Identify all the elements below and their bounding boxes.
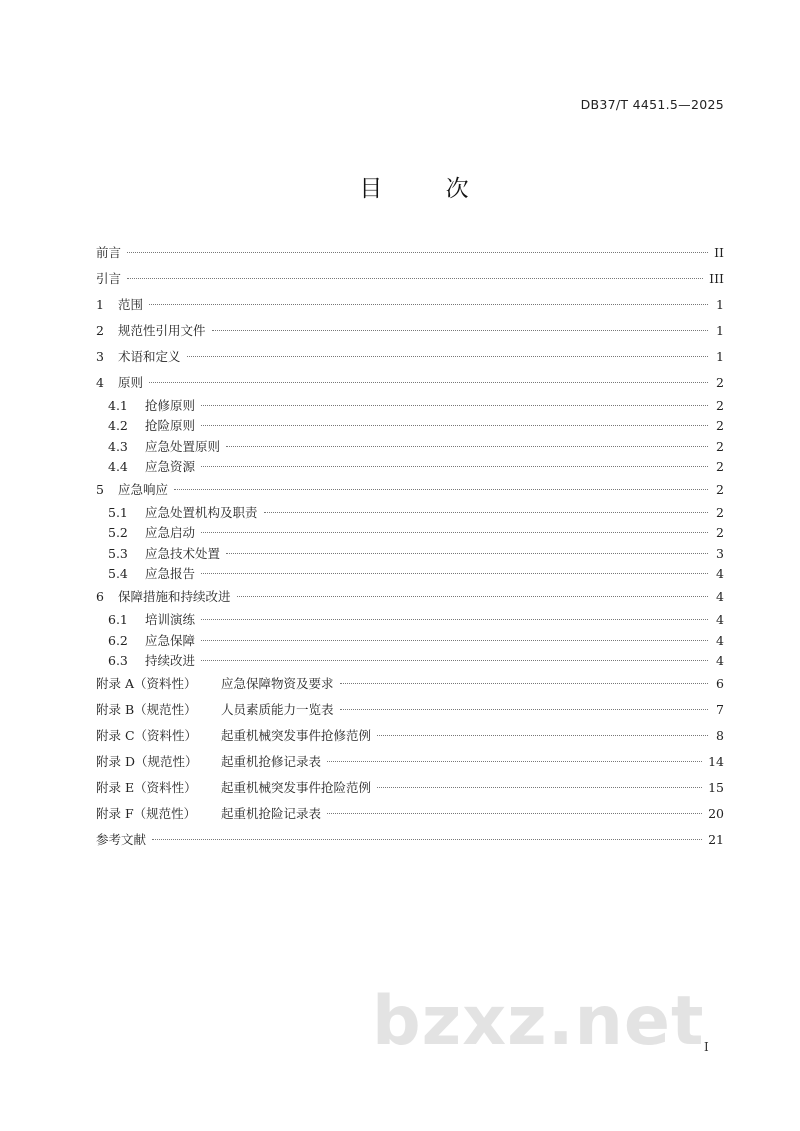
toc-entry-label: 应急保障物资及要求 bbox=[221, 676, 334, 692]
toc-entry-label: 应急处置原则 bbox=[145, 438, 221, 454]
toc-entry-label: 应急报告 bbox=[145, 566, 196, 582]
toc-entry[interactable] bbox=[96, 240, 724, 266]
table-of-contents bbox=[96, 240, 724, 853]
toc-entry-label: 范围 bbox=[118, 297, 144, 312]
toc-entry-number: 3 bbox=[96, 349, 104, 364]
toc-entry-label: 术语和定义 bbox=[118, 349, 181, 364]
toc-leader-dots bbox=[201, 573, 708, 574]
toc-entry-page: 14 bbox=[708, 754, 724, 770]
toc-leader-dots bbox=[127, 252, 708, 253]
toc-leader-dots bbox=[201, 640, 708, 641]
standard-code: DB37/T 4451.5—2025 bbox=[580, 97, 724, 112]
toc-entry-number: 6.1 bbox=[108, 612, 128, 628]
toc-entry[interactable] bbox=[96, 396, 724, 416]
toc-entry[interactable] bbox=[96, 610, 724, 630]
toc-leader-dots bbox=[377, 735, 708, 736]
toc-entry-page: 21 bbox=[708, 832, 724, 848]
toc-entry-label: 应急响应 bbox=[118, 482, 169, 498]
toc-entry-page: 4 bbox=[716, 652, 724, 668]
toc-entry-number: 4.4 bbox=[108, 458, 128, 474]
toc-entry-page: 4 bbox=[716, 589, 724, 605]
toc-entry-label: 保障措施和持续改进 bbox=[118, 589, 231, 605]
toc-leader-dots bbox=[201, 405, 708, 406]
toc-entry-label: 培训演练 bbox=[145, 612, 196, 628]
toc-entry-page: 2 bbox=[716, 458, 724, 474]
toc-entry[interactable] bbox=[96, 584, 724, 610]
toc-entry-number: 附录 F（规范性） bbox=[96, 806, 197, 822]
toc-entry-page: 3 bbox=[716, 545, 724, 561]
page-number: I bbox=[704, 1040, 709, 1054]
toc-entry[interactable] bbox=[96, 503, 724, 523]
toc-entry-number: 附录 A（资料性） bbox=[96, 676, 197, 692]
page-title: 目 次 bbox=[359, 176, 497, 202]
toc-entry-number: 6.3 bbox=[108, 652, 128, 668]
toc-entry-page: 2 bbox=[716, 438, 724, 454]
toc-entry-label: 应急技术处置 bbox=[145, 545, 221, 561]
toc-entry-page: 2 bbox=[716, 418, 724, 434]
toc-entry[interactable] bbox=[96, 344, 724, 370]
toc-entry-label: 引言 bbox=[96, 271, 122, 286]
toc-entry-page: 2 bbox=[716, 398, 724, 413]
toc-entry-label: 应急资源 bbox=[145, 458, 196, 474]
toc-entry-label: 人员素质能力一览表 bbox=[221, 702, 334, 718]
toc-leader-dots bbox=[201, 660, 708, 661]
toc-entry-label: 起重机抢险记录表 bbox=[221, 806, 322, 822]
toc-entry[interactable] bbox=[96, 631, 724, 651]
toc-entry-label: 抢修原则 bbox=[145, 398, 196, 413]
toc-entry-number: 6 bbox=[96, 589, 104, 605]
toc-entry-number: 4.2 bbox=[108, 418, 128, 434]
toc-entry-label: 抢险原则 bbox=[145, 418, 196, 434]
toc-entry-number: 附录 E（资料性） bbox=[96, 780, 197, 796]
toc-leader-dots bbox=[149, 382, 708, 383]
toc-entry[interactable] bbox=[96, 370, 724, 396]
toc-leader-dots bbox=[237, 596, 708, 597]
toc-entry-number: 附录 B（规范性） bbox=[96, 702, 197, 718]
toc-entry-label: 起重机抢修记录表 bbox=[221, 754, 322, 770]
toc-entry[interactable] bbox=[96, 523, 724, 543]
toc-entry[interactable] bbox=[96, 651, 724, 671]
toc-entry-page: 7 bbox=[716, 702, 724, 718]
toc-entry-number: 5.1 bbox=[108, 505, 128, 521]
toc-entry-number: 5.3 bbox=[108, 545, 128, 561]
toc-leader-dots bbox=[212, 330, 708, 331]
toc-leader-dots bbox=[187, 356, 708, 357]
toc-leader-dots bbox=[377, 787, 702, 788]
toc-entry-number: 2 bbox=[96, 323, 104, 338]
toc-leader-dots bbox=[340, 709, 708, 710]
toc-leader-dots bbox=[201, 466, 708, 467]
toc-entry-page: 1 bbox=[716, 297, 724, 312]
toc-entry-label: 起重机械突发事件抢险范例 bbox=[221, 780, 372, 796]
toc-leader-dots bbox=[226, 553, 708, 554]
watermark: bzxz.net bbox=[372, 982, 705, 1061]
toc-entry-page: 2 bbox=[716, 375, 724, 390]
toc-entry-page: 8 bbox=[716, 728, 724, 744]
toc-leader-dots bbox=[127, 278, 703, 279]
toc-entry-page: 6 bbox=[716, 676, 724, 692]
toc-entry-number: 1 bbox=[96, 297, 104, 312]
toc-entry-page: 2 bbox=[716, 525, 724, 541]
toc-entry[interactable] bbox=[96, 437, 724, 457]
toc-leader-dots bbox=[226, 446, 708, 447]
toc-entry-number: 4.1 bbox=[108, 398, 128, 413]
toc-entry-number: 附录 D（规范性） bbox=[96, 754, 198, 770]
toc-leader-dots bbox=[174, 489, 708, 490]
toc-entry-page: II bbox=[714, 245, 724, 260]
toc-entry-label: 规范性引用文件 bbox=[118, 323, 206, 338]
toc-entry-page: 2 bbox=[716, 505, 724, 521]
toc-entry[interactable] bbox=[96, 749, 724, 775]
toc-entry-number: 5 bbox=[96, 482, 104, 498]
toc-entry[interactable] bbox=[96, 477, 724, 503]
toc-entry-page: 1 bbox=[716, 323, 724, 338]
toc-entry-label: 应急处置机构及职责 bbox=[145, 505, 258, 521]
toc-entry[interactable] bbox=[96, 564, 724, 584]
toc-entry-page: 15 bbox=[708, 780, 724, 796]
toc-entry-number: 附录 C（资料性） bbox=[96, 728, 198, 744]
toc-entry-label: 起重机械突发事件抢修范例 bbox=[221, 728, 372, 744]
toc-entry[interactable] bbox=[96, 292, 724, 318]
toc-entry[interactable] bbox=[96, 544, 724, 564]
toc-entry-page: 1 bbox=[716, 349, 724, 364]
toc-entry-page: 4 bbox=[716, 632, 724, 648]
toc-entry-number: 5.2 bbox=[108, 525, 128, 541]
toc-entry[interactable] bbox=[96, 827, 724, 853]
toc-leader-dots bbox=[327, 813, 702, 814]
toc-entry-label: 前言 bbox=[96, 245, 122, 260]
toc-entry-label: 应急启动 bbox=[145, 525, 196, 541]
toc-leader-dots bbox=[327, 761, 702, 762]
toc-leader-dots bbox=[152, 839, 702, 840]
toc-entry-number: 5.4 bbox=[108, 566, 128, 582]
toc-entry[interactable] bbox=[96, 266, 724, 292]
toc-entry[interactable] bbox=[96, 775, 724, 801]
toc-entry-number: 6.2 bbox=[108, 632, 128, 648]
toc-leader-dots bbox=[201, 619, 708, 620]
toc-entry-page: 4 bbox=[716, 612, 724, 628]
toc-entry[interactable] bbox=[96, 318, 724, 344]
toc-entry-label: 原则 bbox=[118, 375, 144, 390]
toc-entry-page: 2 bbox=[716, 482, 724, 498]
toc-entry-label: 参考文献 bbox=[96, 832, 147, 848]
toc-entry-label: 应急保障 bbox=[145, 632, 196, 648]
toc-entry-page: 20 bbox=[708, 806, 724, 822]
toc-leader-dots bbox=[340, 683, 708, 684]
toc-entry[interactable] bbox=[96, 801, 724, 827]
toc-leader-dots bbox=[201, 532, 708, 533]
toc-leader-dots bbox=[201, 425, 708, 426]
toc-entry-label: 持续改进 bbox=[145, 652, 196, 668]
toc-entry[interactable] bbox=[96, 723, 724, 749]
toc-entry[interactable] bbox=[96, 416, 724, 436]
toc-leader-dots bbox=[264, 512, 708, 513]
toc-entry[interactable] bbox=[96, 671, 724, 697]
toc-entry-page: III bbox=[709, 271, 724, 286]
toc-entry-number: 4.3 bbox=[108, 438, 128, 454]
toc-entry[interactable] bbox=[96, 697, 724, 723]
toc-leader-dots bbox=[149, 304, 708, 305]
toc-entry[interactable] bbox=[96, 457, 724, 477]
toc-entry-number: 4 bbox=[96, 375, 104, 390]
toc-entry-page: 4 bbox=[716, 566, 724, 582]
